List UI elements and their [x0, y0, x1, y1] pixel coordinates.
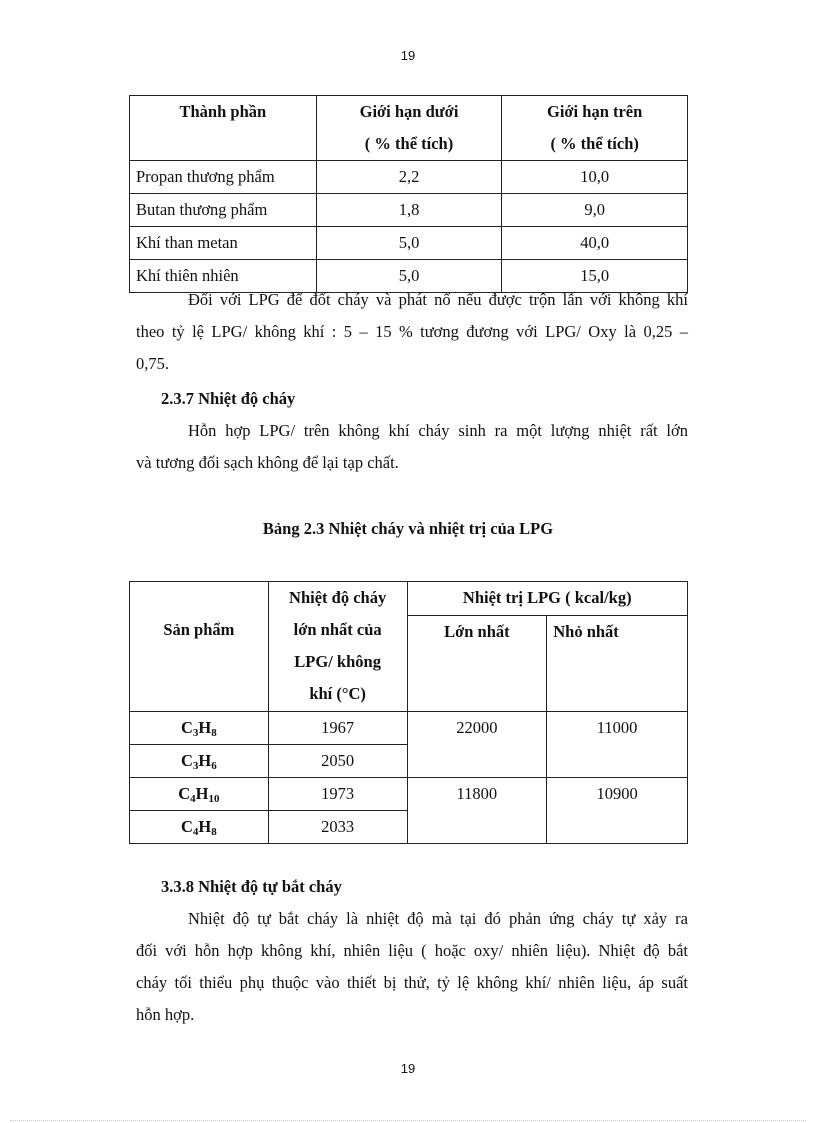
table-row — [130, 260, 688, 293]
cell-lower: 5,0 — [316, 260, 502, 293]
cell-upper: 15,0 — [502, 260, 688, 293]
header-text: Nhiệt trị LPG ( kcal/kg) — [462, 588, 632, 607]
cell-lower: 1,8 — [316, 194, 502, 227]
header-component — [130, 96, 317, 161]
header-text: Giới hạn dưới — [359, 102, 459, 121]
para1-line1: Đối với LPG để đốt cháy và phát nổ nếu được trộn lẫn với không khí — [188, 290, 688, 309]
header-text: Sản phẩm — [163, 620, 235, 639]
header-upper-limit — [502, 96, 688, 161]
cell-heat-max: 22000 — [407, 712, 547, 778]
cell-temp: 2033 — [268, 811, 407, 844]
section-heading-338: 3.3.8 Nhiệt độ tự bắt cháy — [161, 877, 342, 896]
cell-product-formula: $C_4H_8$ — [130, 811, 269, 844]
cell-temp: 1973 — [268, 778, 407, 811]
page-bottom-divider — [10, 1120, 806, 1121]
header-text: Thành phần — [179, 102, 267, 121]
para2-line1: Hỗn hợp LPG/ trên không khí cháy sinh ra một lượng nhiệt rất lớn — [188, 421, 688, 440]
cell-temp: 2050 — [268, 745, 407, 778]
cell-upper: 40,0 — [502, 227, 688, 260]
header-heat-value — [407, 582, 688, 616]
table-header-row — [130, 582, 688, 616]
table-header-row — [130, 96, 688, 161]
para2-line2: và tương đối sạch không để lại tạp chất. — [136, 453, 399, 472]
section-heading-237: 2.3.7 Nhiệt độ cháy — [161, 389, 296, 408]
cell-component: Propan thương phẩm — [130, 161, 317, 194]
flammability-limits-table — [129, 95, 688, 293]
para3-line1: Nhiệt độ tự bắt cháy là nhiệt độ mà tại đó phản ứng cháy tự xảy ra — [188, 909, 688, 928]
page-number-top: 19 — [400, 48, 416, 63]
cell-temp: 1967 — [268, 712, 407, 745]
cell-lower: 2,2 — [316, 161, 502, 194]
para1-line2: theo tỷ lệ LPG/ không khí : 5 – 15 % tương đương với LPG/ Oxy là 0,25 – — [136, 322, 688, 341]
table-row — [130, 194, 688, 227]
cell-component: Khí thiên nhiên — [130, 260, 317, 293]
cell-lower: 5,0 — [316, 227, 502, 260]
header-subtext: ( % thể tích) — [550, 134, 639, 153]
header-lower-limit — [316, 96, 502, 161]
table-row — [130, 712, 688, 745]
cell-heat-min: 11000 — [547, 712, 688, 778]
cell-product-formula: $C_3H_8$ — [130, 712, 269, 745]
header-text: khí (°C) — [309, 684, 366, 703]
cell-heat-min: 10900 — [547, 778, 688, 844]
page-number-bottom: 19 — [400, 1061, 416, 1076]
table2-caption: Bảng 2.3 Nhiệt cháy và nhiệt trị của LPG — [262, 519, 554, 538]
header-min — [547, 616, 688, 712]
header-subtext: ( % thể tích) — [364, 134, 454, 153]
para3-line2: đối với hỗn hợp không khí, nhiên liệu ( hoặc oxy/ nhiên liệu). Nhiệt độ bắt — [136, 941, 688, 960]
table-row — [130, 778, 688, 811]
header-text: Nhỏ nhất — [553, 622, 619, 641]
para3-line4: hỗn hợp. — [136, 1005, 195, 1024]
heat-value-table — [129, 581, 688, 844]
header-text: Nhiệt độ cháy — [289, 588, 387, 607]
header-text: LPG/ không — [294, 652, 381, 671]
cell-component: Khí than metan — [130, 227, 317, 260]
para1-line3: 0,75. — [136, 354, 169, 373]
cell-upper: 9,0 — [502, 194, 688, 227]
header-max — [407, 616, 547, 712]
cell-product-formula: $C_3H_6$ — [130, 745, 269, 778]
table-row — [130, 227, 688, 260]
para3-line3: cháy tối thiểu phụ thuộc vào thiết bị thử, tỷ lệ không khí/ nhiên liệu, áp suất — [136, 973, 688, 992]
cell-upper: 10,0 — [502, 161, 688, 194]
cell-heat-max: 11800 — [407, 778, 547, 844]
cell-component: Butan thương phẩm — [130, 194, 317, 227]
header-text: Lớn nhất — [444, 622, 510, 641]
header-text: lớn nhất của — [293, 620, 382, 639]
header-text: Giới hạn trên — [547, 102, 643, 121]
cell-product-formula: $C_4H_{10}$ — [130, 778, 269, 811]
table-row — [130, 161, 688, 194]
header-max-temp — [268, 582, 407, 712]
header-product — [130, 582, 269, 712]
